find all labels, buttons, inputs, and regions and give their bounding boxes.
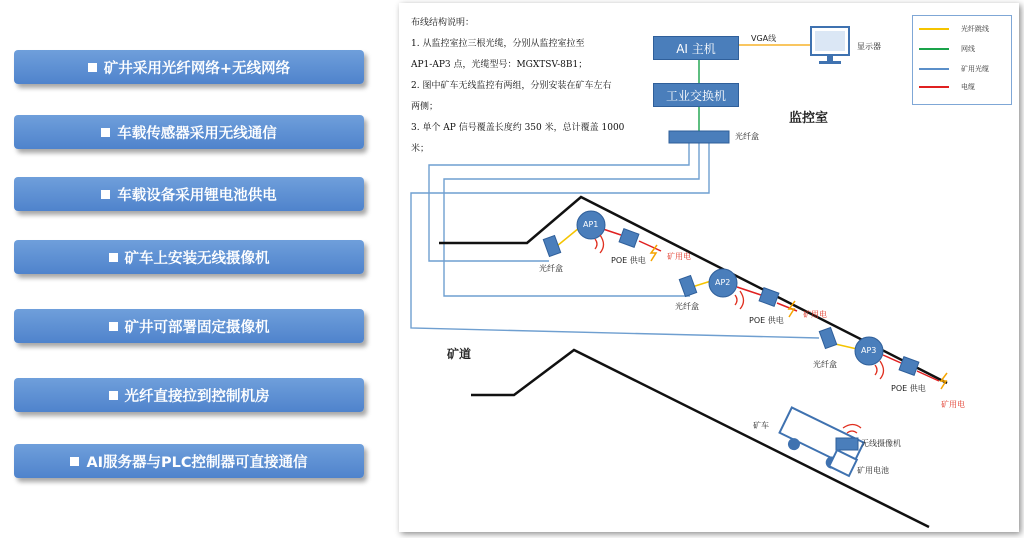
fiber-box-label: 光纤盒: [539, 264, 563, 273]
notes-title: 布线结构说明：: [411, 18, 475, 28]
industrial-switch-box: 工业交换机: [653, 83, 739, 107]
power-cable: [639, 241, 661, 251]
legend-label: 网线: [961, 45, 975, 53]
fiber-box-ap2: [679, 275, 696, 296]
wifi-signal-icon: [735, 291, 744, 309]
wiring-diagram: [399, 3, 1019, 532]
fiber-box-label: 光纤盒: [735, 132, 759, 141]
bullet-icon: [109, 391, 118, 400]
ai-host-box: AI 主机: [653, 36, 739, 60]
fiber-cable-lines: [411, 143, 819, 338]
legend-item: [919, 44, 975, 54]
feature-button-3[interactable]: [14, 177, 364, 211]
mine-power-label: 矿用电: [667, 252, 691, 261]
legend-label: 光纤跳线: [961, 25, 989, 33]
legend-swatch: [919, 86, 949, 88]
monitor-icon: [811, 27, 849, 64]
wireless-camera-icon: [836, 438, 858, 450]
legend: [912, 15, 1012, 105]
legend-label: 电缆: [961, 83, 975, 91]
feature-label: AI服务器与PLC控制器可直接通信: [86, 454, 308, 471]
feature-label: 矿车上安装无线摄像机: [124, 250, 270, 267]
poe-box-ap2: [759, 288, 779, 307]
monitor-label: 显示器: [857, 42, 881, 51]
vga-label: VGA线: [751, 34, 777, 43]
notes-line: 1. 从监控室拉三根光缆，分别从监控室拉至: [411, 39, 585, 49]
bullet-icon: [101, 128, 110, 137]
bullet-icon: [109, 322, 118, 331]
notes-line: 3. 单个 AP 信号覆盖长度约 350 米，总计覆盖 1000: [411, 123, 625, 133]
bullet-icon: [88, 63, 97, 72]
power-cable: [603, 229, 621, 235]
bullet-icon: [101, 190, 110, 199]
poe-label: POE 供电: [891, 384, 926, 393]
wireless-camera-label: 无线摄像机: [861, 439, 901, 448]
tunnel-label: 矿道: [447, 347, 472, 361]
fiber-box-main: [669, 131, 729, 143]
legend-swatch: [919, 68, 949, 70]
feature-button-7[interactable]: [14, 444, 364, 478]
feature-label: 车载设备采用锂电池供电: [117, 187, 277, 204]
poe-box-ap1: [619, 229, 639, 248]
mine-power-label: 矿用电: [803, 310, 827, 319]
ap2-label: AP2: [715, 278, 731, 287]
notes-line: AP1-AP3 点，光缆型号：MGXTSV-8B1；: [411, 60, 588, 70]
notes-line: 2. 图中矿车无线监控有两组，分别安装在矿车左右: [411, 81, 612, 91]
mine-power-label: 矿用电: [941, 400, 965, 409]
feature-list: [0, 0, 380, 538]
feature-label: 车载传感器采用无线通信: [117, 125, 277, 142]
bullet-icon: [70, 457, 79, 466]
legend-item: [919, 24, 989, 34]
legend-swatch: [919, 28, 949, 30]
bullet-icon: [109, 253, 118, 262]
lightning-icon: [941, 373, 947, 389]
fiber-box-label: 光纤盒: [813, 360, 837, 369]
ap3-label: AP3: [861, 346, 877, 355]
legend-item: [919, 64, 989, 74]
legend-label: 矿用光缆: [961, 65, 989, 73]
fiber-box-label: 光纤盒: [675, 302, 699, 311]
mine-battery-label: 矿用电池: [857, 466, 889, 475]
feature-button-4[interactable]: [14, 240, 364, 274]
feature-label: 光纤直接拉到控制机房: [124, 388, 270, 405]
poe-label: POE 供电: [611, 256, 646, 265]
legend-item: [919, 82, 975, 92]
fiber-jumper: [557, 228, 579, 246]
fiber-box-ap3: [819, 327, 836, 348]
wiring-notes: [411, 13, 641, 160]
feature-button-1[interactable]: [14, 50, 364, 84]
feature-label: 矿井采用光纤网络+无线网络: [103, 60, 291, 77]
feature-label: 矿井可部署固定摄像机: [124, 319, 270, 336]
wifi-signal-icon: [843, 425, 861, 434]
legend-swatch: [919, 48, 949, 50]
mine-car-label: 矿车: [753, 421, 769, 430]
notes-line: 两侧；: [411, 102, 439, 112]
notes-line: 米；: [411, 144, 430, 154]
fiber-box-ap1: [543, 235, 560, 256]
poe-label: POE 供电: [749, 316, 784, 325]
fiber-cable-ap3: [411, 143, 819, 338]
feature-button-6[interactable]: [14, 378, 364, 412]
wifi-signal-icon: [875, 361, 884, 379]
ap1-label: AP1: [583, 220, 599, 229]
feature-button-2[interactable]: [14, 115, 364, 149]
feature-button-5[interactable]: [14, 309, 364, 343]
fiber-cable-ap2: [444, 143, 699, 296]
monitor-room-label: 监控室: [789, 111, 829, 126]
